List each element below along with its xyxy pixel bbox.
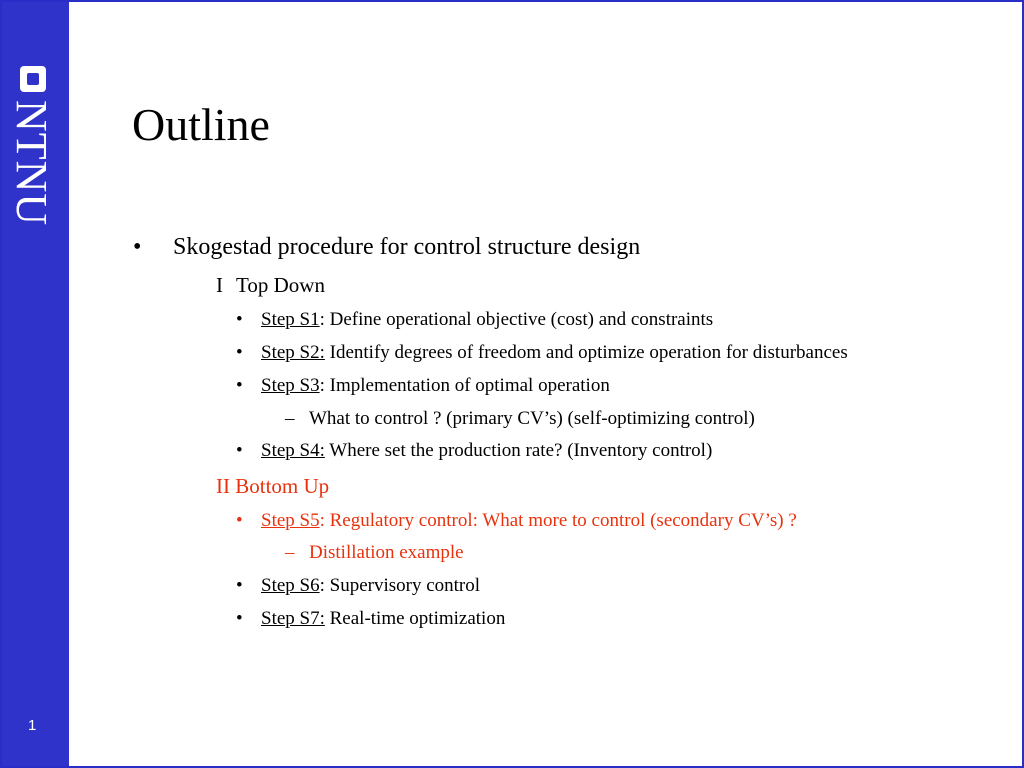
list-item-part1 bbox=[216, 273, 325, 298]
step-label: Step S3 bbox=[261, 375, 320, 396]
bullet-icon: • bbox=[236, 440, 243, 461]
bullet-icon: • bbox=[236, 510, 243, 531]
slide-title: Outline bbox=[132, 99, 270, 150]
list-item-s4 bbox=[236, 440, 712, 463]
sidebar bbox=[2, 2, 69, 766]
item-text: Skogestad procedure for control structure design bbox=[173, 234, 641, 260]
step-label: Step S6 bbox=[261, 575, 320, 596]
item-text: Real-time optimization bbox=[324, 608, 506, 629]
list-item-part2 bbox=[216, 474, 329, 499]
list-item-s5-sub bbox=[285, 542, 464, 565]
list-item-s2 bbox=[236, 342, 848, 365]
item-text: What to control ? (primary CV’s) (self-optimizing control) bbox=[309, 408, 755, 429]
step-label: Step S4: bbox=[261, 440, 325, 461]
bullet-icon: • bbox=[236, 375, 243, 396]
list-item-s7 bbox=[236, 608, 505, 631]
ntnu-logo-icon bbox=[20, 66, 46, 92]
dash-icon: – bbox=[285, 542, 295, 563]
list-item-main bbox=[133, 233, 640, 262]
bullet-icon: • bbox=[236, 575, 243, 596]
list-item-s1 bbox=[236, 309, 713, 332]
bullet-icon: • bbox=[133, 234, 142, 260]
item-text: Identify degrees of freedom and optimize operation for disturbances bbox=[324, 342, 848, 363]
step-label: Step S1 bbox=[261, 309, 320, 330]
item-text: Where set the production rate? (Inventory control) bbox=[324, 440, 713, 461]
step-label: Step S7: bbox=[261, 608, 325, 629]
item-text: : Regulatory control: What more to control (secondary CV’s) ? bbox=[319, 510, 797, 531]
item-text: Top Down bbox=[236, 273, 325, 297]
item-text: : Define operational objective (cost) and constraints bbox=[319, 309, 714, 330]
item-text: II Bottom Up bbox=[216, 474, 330, 498]
list-item-s3-sub bbox=[285, 408, 755, 431]
list-item-s3 bbox=[236, 375, 610, 398]
bullet-icon: • bbox=[236, 342, 243, 363]
part-numeral: I bbox=[216, 273, 223, 297]
ntnu-logo-text: NTNU bbox=[7, 100, 56, 227]
item-text: Distillation example bbox=[309, 542, 464, 563]
step-label: Step S5 bbox=[261, 510, 320, 531]
step-label: Step S2: bbox=[261, 342, 325, 363]
page-number: 1 bbox=[28, 717, 37, 734]
list-item-s5 bbox=[236, 510, 797, 533]
item-text: : Supervisory control bbox=[319, 575, 481, 596]
item-text: : Implementation of optimal operation bbox=[319, 375, 610, 396]
bullet-icon: • bbox=[236, 309, 243, 330]
bullet-icon: • bbox=[236, 608, 243, 629]
list-item-s6 bbox=[236, 575, 480, 598]
dash-icon: – bbox=[285, 408, 295, 429]
